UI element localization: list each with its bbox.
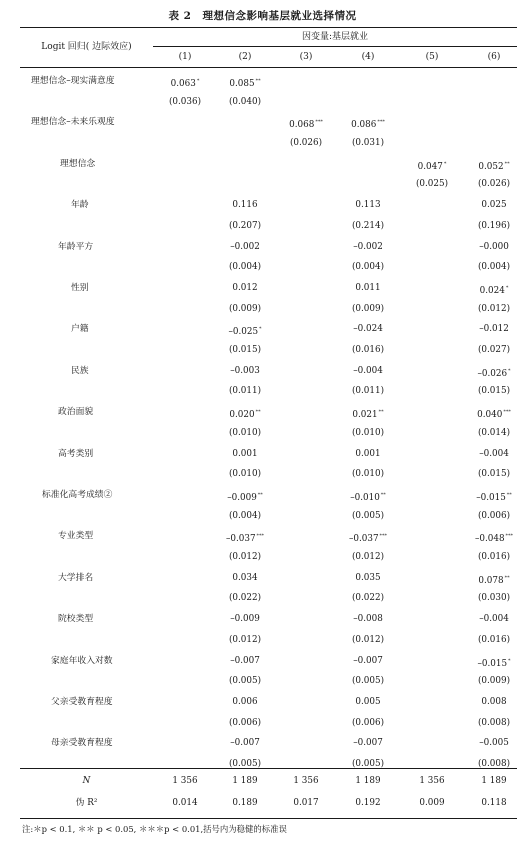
coef-cell xyxy=(214,282,276,294)
se-cell: (0.012) xyxy=(477,303,511,314)
coef-value: 0.035 xyxy=(355,572,381,583)
table-title: 表 2 理想信念影响基层就业选择情况 xyxy=(168,10,357,22)
coef-value: –0.005 xyxy=(479,738,509,749)
coef-value: –0.004 xyxy=(479,448,509,459)
coef-cell xyxy=(337,199,399,211)
coef-value: –0.048 xyxy=(474,534,505,545)
coef-value: 0.034 xyxy=(232,572,258,583)
se-cell: (0.025) xyxy=(415,179,449,190)
row-label: 标准化高考成绩② xyxy=(42,490,113,500)
coef-cell xyxy=(463,406,525,421)
significance-stars: *** xyxy=(503,409,511,416)
coef-cell xyxy=(214,696,276,708)
se-cell: (0.031) xyxy=(351,137,385,148)
coef-cell xyxy=(214,241,276,253)
coef-cell xyxy=(214,530,276,545)
header-subrule xyxy=(153,46,517,47)
significance-stars: ** xyxy=(257,492,263,498)
column-header: (1) xyxy=(178,52,192,62)
coef-cell xyxy=(337,737,399,749)
se-cell: (0.016) xyxy=(351,344,385,355)
se-cell: (0.004) xyxy=(351,262,385,273)
se-cell: (0.012) xyxy=(351,551,385,562)
significance-stars: ** xyxy=(255,409,261,416)
se-cell: (0.022) xyxy=(228,593,262,604)
se-cell: (0.030) xyxy=(477,593,511,604)
se-cell: (0.009) xyxy=(477,676,511,687)
coef-value: 0.116 xyxy=(232,200,258,211)
row-label: 年龄平方 xyxy=(58,241,94,252)
coef-value: –0.009 xyxy=(230,614,260,625)
coef-value: –0.007 xyxy=(230,655,260,666)
se-cell: (0.014) xyxy=(477,427,511,438)
header-rule xyxy=(20,67,517,68)
row-label: 理想信念–现实满意度 xyxy=(31,76,115,86)
se-cell: (0.005) xyxy=(228,676,262,687)
stats-rule xyxy=(20,768,517,769)
row-label: 民族 xyxy=(71,365,89,376)
se-cell: (0.005) xyxy=(351,510,385,521)
significance-stars: * xyxy=(443,160,447,167)
stats-cell: 1 189 xyxy=(355,776,381,786)
stats-cell: 1 356 xyxy=(419,776,445,786)
stats-cell: 0.189 xyxy=(232,798,258,808)
stats-cell: 1 189 xyxy=(481,776,507,786)
coef-value: 0.025 xyxy=(481,200,507,211)
significance-stars: ** xyxy=(255,78,261,84)
se-cell: (0.015) xyxy=(477,386,511,397)
coef-value: –0.007 xyxy=(353,655,383,666)
coef-value: –0.004 xyxy=(353,365,383,376)
coef-cell xyxy=(463,655,525,670)
coef-value: 0.021 xyxy=(352,410,378,421)
coef-cell xyxy=(463,530,525,545)
significance-stars: *** xyxy=(379,533,388,540)
se-cell: (0.012) xyxy=(228,551,262,562)
coef-cell xyxy=(337,489,399,504)
significance-stars: * xyxy=(196,78,200,84)
se-cell: (0.011) xyxy=(228,386,262,397)
coef-cell xyxy=(463,448,525,460)
stats-cell: 1 189 xyxy=(232,776,258,786)
se-cell: (0.005) xyxy=(351,758,385,769)
significance-stars: ** xyxy=(506,492,512,498)
se-cell: (0.012) xyxy=(228,634,262,645)
significance-stars: *** xyxy=(505,533,514,540)
se-cell: (0.027) xyxy=(477,344,511,355)
coef-cell xyxy=(214,199,276,211)
row-label: 大学排名 xyxy=(58,572,94,583)
se-cell: (0.005) xyxy=(228,758,262,769)
se-cell: (0.207) xyxy=(228,220,262,231)
row-label: 院校类型 xyxy=(58,614,94,625)
coef-value: –0.015 xyxy=(476,493,506,503)
se-cell: (0.008) xyxy=(477,758,511,769)
coef-cell xyxy=(214,406,276,421)
stats-cell: 0.118 xyxy=(481,798,507,808)
coef-value: –0.026 xyxy=(477,368,508,379)
coef-cell xyxy=(337,655,399,667)
coef-value: 0.047 xyxy=(417,161,443,172)
coef-value: –0.025 xyxy=(228,327,259,338)
stats-cell: 1 356 xyxy=(172,776,198,786)
column-header: (2) xyxy=(238,52,252,62)
stats-cell: 0.009 xyxy=(419,798,445,808)
coef-value: –0.015 xyxy=(477,658,508,669)
column-header: (6) xyxy=(487,52,501,62)
stats-label-text: N xyxy=(82,776,91,786)
coef-value: –0.009 xyxy=(227,493,257,503)
se-cell: (0.009) xyxy=(228,303,262,314)
se-cell: (0.015) xyxy=(228,344,262,355)
se-cell: (0.006) xyxy=(477,510,511,521)
dependent-variable-label: 因变量:基层就业 xyxy=(301,32,369,42)
coef-value: 0.001 xyxy=(232,448,258,459)
coef-value: –0.007 xyxy=(230,738,260,749)
column-header: (4) xyxy=(361,52,375,62)
coef-cell xyxy=(337,116,399,131)
significance-stars: ** xyxy=(504,160,510,167)
coef-cell xyxy=(463,199,525,211)
coef-value: –0.002 xyxy=(353,241,383,252)
se-cell: (0.005) xyxy=(351,676,385,687)
se-cell: (0.011) xyxy=(351,386,385,397)
coef-cell xyxy=(214,655,276,667)
coef-value: –0.037 xyxy=(348,534,379,545)
coef-cell xyxy=(214,75,276,90)
significance-stars: *** xyxy=(256,533,265,540)
se-cell: (0.004) xyxy=(228,262,262,273)
coef-cell xyxy=(337,572,399,584)
significance-stars: * xyxy=(508,367,511,374)
coef-cell xyxy=(275,116,337,131)
table-note: 注:＊p < 0.1, ＊＊ p < 0.05, ＊＊＊p < 0.01,括号内为稳健的标准误 xyxy=(22,824,287,834)
coef-value: 0.011 xyxy=(355,283,381,293)
se-cell: (0.010) xyxy=(351,427,385,438)
coef-cell xyxy=(214,323,276,338)
se-cell: (0.008) xyxy=(477,717,511,728)
se-cell: (0.006) xyxy=(228,717,262,728)
coef-cell xyxy=(337,696,399,708)
coef-value: –0.010 xyxy=(350,493,380,503)
se-cell: (0.196) xyxy=(477,220,511,231)
se-cell: (0.010) xyxy=(228,427,262,438)
se-cell: (0.022) xyxy=(351,593,385,604)
coef-cell xyxy=(463,323,525,335)
row-label: 高考类别 xyxy=(58,448,94,459)
coef-value: 0.063 xyxy=(170,79,196,89)
row-label: 理想信念–未来乐观度 xyxy=(31,117,115,128)
se-cell: (0.009) xyxy=(351,303,385,314)
se-cell: (0.040) xyxy=(228,96,262,107)
row-label: 专业类型 xyxy=(58,531,94,542)
coef-value: 0.086 xyxy=(351,120,377,131)
header-left-label: Logit 回归( 边际效应) xyxy=(41,42,132,52)
stats-cell: 0.014 xyxy=(172,798,198,808)
coef-value: –0.012 xyxy=(479,324,509,335)
se-cell: (0.026) xyxy=(289,137,323,148)
coef-value: 0.113 xyxy=(355,200,381,211)
coef-cell xyxy=(337,530,399,545)
se-cell: (0.015) xyxy=(477,469,511,480)
coef-value: –0.007 xyxy=(353,738,383,749)
coef-value: –0.004 xyxy=(479,614,509,625)
coef-cell xyxy=(214,613,276,625)
coef-value: 0.001 xyxy=(355,448,381,459)
significance-stars: ** xyxy=(378,409,384,416)
coef-value: 0.008 xyxy=(481,697,507,707)
significance-stars: *** xyxy=(377,119,385,126)
significance-stars: * xyxy=(508,657,511,664)
se-cell: (0.214) xyxy=(351,220,385,231)
coef-cell xyxy=(463,489,525,504)
coef-value: 0.085 xyxy=(229,79,255,89)
coef-cell xyxy=(463,365,525,380)
coef-cell xyxy=(463,572,525,587)
coef-cell xyxy=(337,448,399,460)
coef-cell xyxy=(463,696,525,708)
coef-cell xyxy=(337,241,399,253)
coef-value: 0.012 xyxy=(232,283,258,293)
coef-cell xyxy=(214,489,276,504)
coef-cell xyxy=(463,613,525,625)
se-cell: (0.010) xyxy=(351,469,385,480)
bottom-rule xyxy=(20,818,517,819)
coef-value: –0.037 xyxy=(225,534,256,545)
coef-value: –0.003 xyxy=(230,365,260,376)
se-cell: (0.036) xyxy=(168,96,202,107)
se-cell: (0.004) xyxy=(228,510,262,521)
row-label: 年龄 xyxy=(71,200,89,211)
coef-value: 0.068 xyxy=(289,120,315,131)
coef-cell xyxy=(214,365,276,377)
column-header: (5) xyxy=(425,52,439,62)
coef-value: 0.052 xyxy=(478,161,504,172)
row-label: 理想信念 xyxy=(60,158,96,169)
coef-cell xyxy=(463,282,525,297)
se-cell: (0.010) xyxy=(228,469,262,480)
coef-value: –0.008 xyxy=(353,614,383,625)
coef-value: 0.020 xyxy=(229,410,255,421)
column-header: (3) xyxy=(299,52,313,62)
row-label: 性别 xyxy=(71,283,89,293)
row-label: 父亲受教育程度 xyxy=(51,697,113,707)
coef-cell xyxy=(337,613,399,625)
coef-value: 0.006 xyxy=(232,697,258,707)
se-cell: (0.012) xyxy=(351,634,385,645)
se-cell: (0.004) xyxy=(477,262,511,273)
row-label: 家庭年收入对数 xyxy=(51,655,113,666)
coef-value: –0.002 xyxy=(230,241,260,252)
stats-label xyxy=(20,775,153,787)
significance-stars: ** xyxy=(380,492,386,498)
stats-cell: 0.017 xyxy=(293,798,319,808)
row-label: 母亲受教育程度 xyxy=(51,738,113,749)
coef-value: 0.024 xyxy=(479,286,505,296)
coef-value: 0.040 xyxy=(477,410,503,421)
row-label: 政治面貌 xyxy=(58,407,94,418)
stats-cell: 1 356 xyxy=(293,776,319,786)
coef-cell xyxy=(214,448,276,460)
se-cell: (0.016) xyxy=(477,551,511,562)
top-rule xyxy=(20,27,517,28)
significance-stars: * xyxy=(505,285,509,291)
coef-cell xyxy=(337,323,399,335)
coef-cell xyxy=(214,572,276,584)
stats-cell: 0.192 xyxy=(355,798,381,808)
coef-value: 0.078 xyxy=(478,575,504,586)
coef-cell xyxy=(463,241,525,253)
coef-cell xyxy=(463,158,525,173)
coef-value: 0.005 xyxy=(355,697,381,707)
coef-cell xyxy=(401,158,463,173)
se-cell: (0.026) xyxy=(477,179,511,190)
se-cell: (0.016) xyxy=(477,634,511,645)
significance-stars: * xyxy=(259,326,262,333)
coef-cell xyxy=(463,737,525,749)
significance-stars: *** xyxy=(315,119,323,126)
coef-cell xyxy=(154,75,216,90)
row-label: 户籍 xyxy=(71,324,89,335)
coef-value: –0.024 xyxy=(353,324,383,335)
coef-value: –0.000 xyxy=(479,241,509,252)
se-cell: (0.006) xyxy=(351,717,385,728)
coef-cell xyxy=(337,365,399,377)
coef-cell xyxy=(337,282,399,294)
stats-label: 伪 R² xyxy=(75,798,98,808)
significance-stars: ** xyxy=(504,574,510,581)
coef-cell xyxy=(214,737,276,749)
coef-cell xyxy=(337,406,399,421)
